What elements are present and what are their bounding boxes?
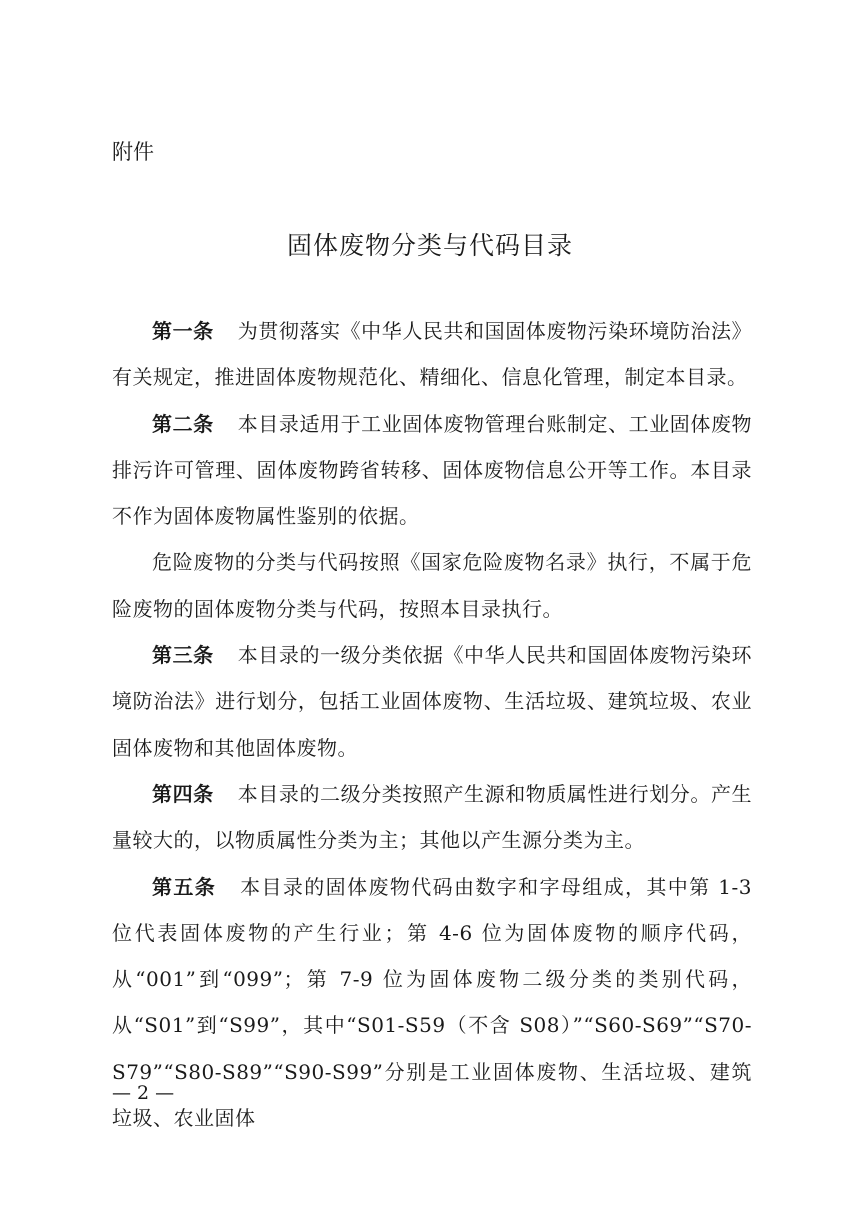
- article-heading: 第四条: [152, 781, 214, 806]
- article-text: 本目录适用于工业固体废物管理台账制定、工业固体废物排污许可管理、固体废物跨省转移、固体废物信息公开等工作。本目录不作为固体废物属性鉴别的依据。: [112, 411, 753, 529]
- article-text: 本目录的一级分类依据《中华人民共和国固体废物污染环境防治法》进行划分，包括工业固体废物、生活垃圾、建筑垃圾、农业固体废物和其他固体废物。: [112, 643, 753, 760]
- article-2: [112, 401, 752, 540]
- document-body: [112, 308, 752, 1141]
- article-text: 本目录的固体废物代码由数字和字母组成，其中第 1-3 位代表固体废物的产生行业；第 4-6 位为固体废物的顺序代码，从“001”到“099”；第 7-9 位为固体废物二级分类的类别代码，从“S01”到“S99”，其中“S01-S59（不含 S08）”“S60-S69”“S70-S79”“S80-S89”“S90-S99”分别是工业固体废物、生活垃圾、建筑垃圾、农业固体: [112, 874, 752, 1131]
- article-2-supplement: [112, 539, 752, 632]
- article-heading: 第一条: [152, 319, 214, 343]
- article-text: 为贯彻落实《中华人民共和国固体废物污染环境防治法》有关规定，推进固体废物规范化、精细化、信息化管理，制定本目录。: [112, 319, 753, 390]
- article-3: [112, 632, 752, 771]
- page-number: — 2 —: [112, 1082, 175, 1104]
- article-1: [112, 308, 752, 401]
- article-text: 危险废物的分类与代码按照《国家危险废物名录》执行，不属于危险废物的固体废物分类与代码，按照本目录执行。: [112, 550, 752, 621]
- article-4: [112, 771, 752, 864]
- article-heading: 第二条: [152, 411, 214, 436]
- article-heading: 第五条: [152, 874, 217, 899]
- attachment-label: 附件: [112, 140, 154, 164]
- article-heading: 第三条: [152, 643, 214, 668]
- document-title: 固体废物分类与代码目录: [286, 231, 573, 260]
- article-text: 本目录的二级分类按照产生源和物质属性进行划分。产生量较大的，以物质属性分类为主；其他以产生源分类为主。: [112, 781, 753, 853]
- article-5: [112, 864, 752, 1142]
